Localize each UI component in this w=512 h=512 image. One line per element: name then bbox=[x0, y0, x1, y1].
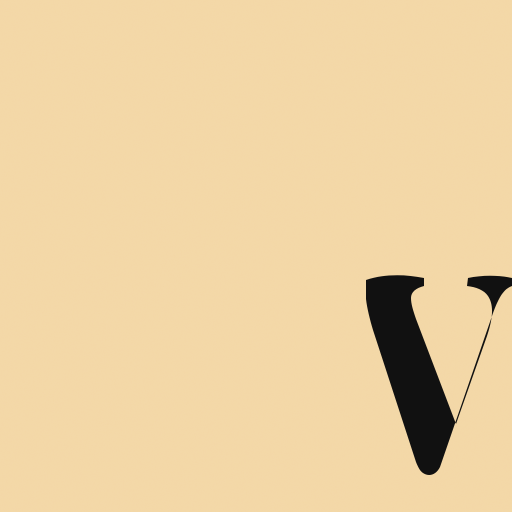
letter-v bbox=[366, 274, 512, 476]
